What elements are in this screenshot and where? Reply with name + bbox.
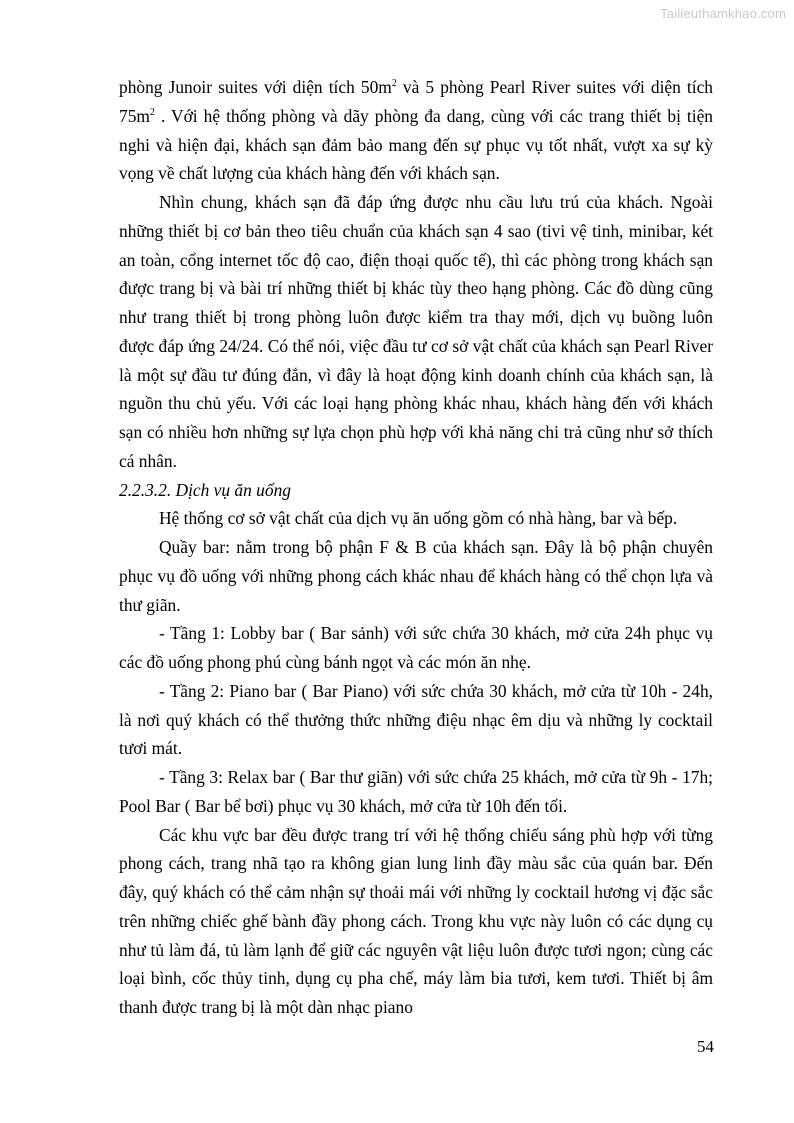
paragraph-bar-intro: Quầy bar: nằm trong bộ phận F & B của khách sạn. Đây là bộ phận chuyên phục vụ đồ uống với những phong cách khác nhau để khách hàng có thể chọn lựa và thư giãn.	[119, 537, 713, 615]
page-number: 54	[697, 1037, 714, 1056]
watermark: Tailieuthamkhao.com	[660, 6, 786, 21]
paragraph-floor-2: - Tầng 2: Piano bar ( Bar Piano) với sức chứa 30 khách, mở cửa từ 10h - 24h, là nơi quý khách có thể thưởng thức những điệu nhạc êm dịu và những ly cocktail tươi mát.	[119, 680, 713, 759]
paragraph-facilities: Hệ thống cơ sở vật chất của dịch vụ ăn uống gồm có nhà hàng, bar và bếp.	[159, 508, 678, 529]
paragraph-floor-1: - Tầng 1: Lobby bar ( Bar sảnh) với sức chứa 30 khách, mở cửa 24h phục vụ các đồ uống phong phú cùng bánh ngọt và các món ăn nhẹ.	[119, 623, 713, 672]
superscript: 2	[391, 78, 397, 89]
superscript: 2	[149, 106, 155, 118]
page-body	[119, 73, 713, 1022]
paragraph-text: . Với hệ thống phòng và dãy phòng đa dang, cùng với các trang thiết bị tiện nghi và hiện đại, khách sạn đảm bảo mang đến sự phục vụ tốt nhất, vượt xa sự kỳ vọng về chất lượng của khách hàng đến với khách sạn.	[119, 105, 713, 184]
paragraph-room-types	[119, 73, 713, 188]
section-heading: 2.2.3.2. Dịch vụ ăn uống	[119, 479, 291, 500]
paragraph-overview: Nhìn chung, khách sạn đã đáp ứng được nhu cầu lưu trú của khách. Ngoài những thiết bị cơ bản theo tiêu chuẩn của khách sạn 4 sao (tivi vệ tinh, minibar, két an toàn, cổng internet tốc độ cao, điện thoại quốc tế), thì các phòng trong khách sạn được trang bị và bài trí những thiết bị khác tùy theo hạng phòng. Các đồ dùng cũng như trang thiết bị trong phòng luôn được kiểm tra thay mới, dịch vụ buồng luôn được đáp ứng 24/24. Có thể nói, việc đầu tư cơ sở vật chất của khách sạn Pearl River là một sự đầu tư đúng đắn, vì đây là hoạt động kinh doanh chính của khách sạn, là nguồn thu chủ yếu. Với các loại hạng phòng khác nhau, khách hàng đến với khách sạn có nhiều hơn những sự lựa chọn phù hợp với khả năng chi trả cũng như sở thích cá nhân.	[119, 192, 713, 471]
paragraph-bar-decor: Các khu vực bar đều được trang trí với hệ thống chiếu sáng phù hợp với từng phong cách, trang nhã tạo ra không gian lung linh đầy màu sắc của quán bar. Đến đây, quý khách có thể cảm nhận sự thoải mái với những ly cocktail hương vị đặc sắc trên những chiếc ghế bành đầy phong cách. Trong khu vực này luôn có các dụng cụ như tủ làm đá, tủ làm lạnh để giữ các nguyên vật liệu luôn được tươi ngon; cùng các loại bình, cốc thủy tinh, dụng cụ pha chế, máy làm bia tươi, kem tươi. Thiết bị âm thanh được trang bị là một dàn nhạc piano	[119, 824, 713, 1017]
paragraph-text: và 5 phòng Pearl River suites với diện tích 75m	[119, 77, 713, 126]
paragraph-text: phòng Junoir suites với diện tích 50m	[119, 77, 392, 97]
paragraph-floor-3: - Tầng 3: Relax bar ( Bar thư giãn) với sức chứa 25 khách, mở cửa từ 9h - 17h; Pool Bar ( Bar bể bơi) phục vụ 30 khách, mở cửa từ 10h đến tối.	[119, 767, 713, 816]
